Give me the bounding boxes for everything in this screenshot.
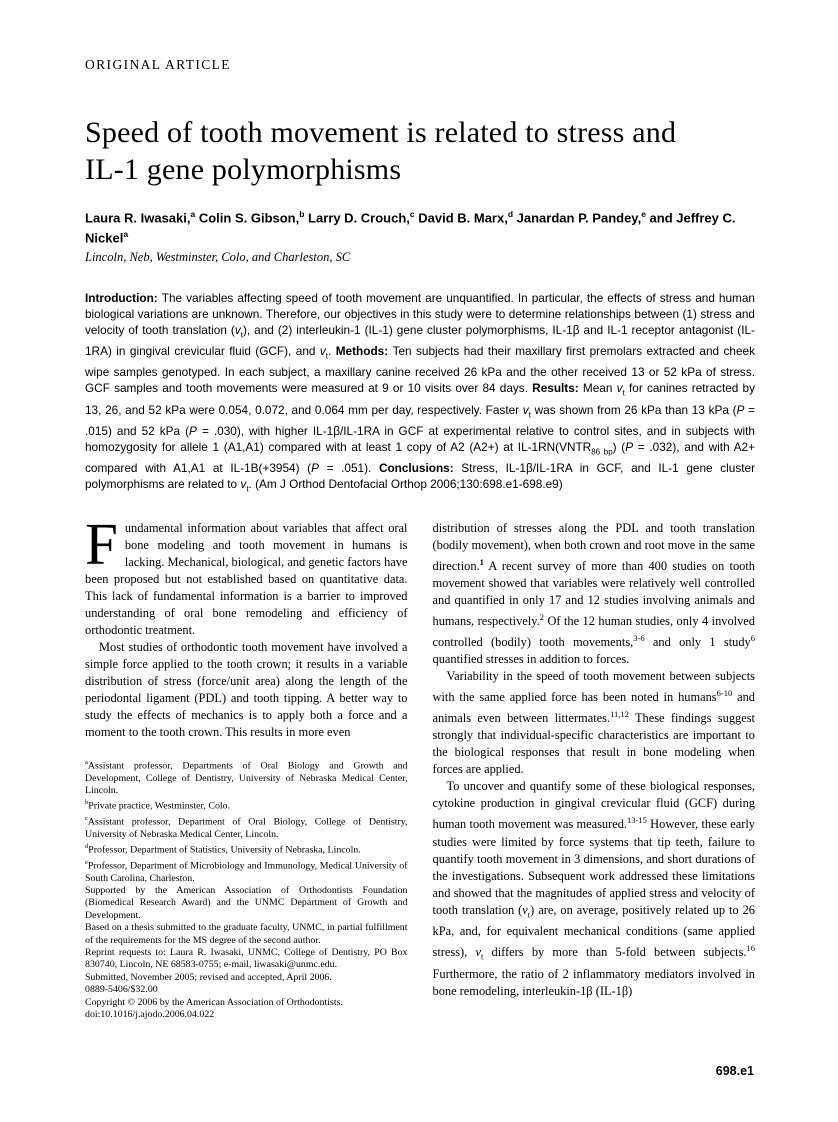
body-paragraph-2: Most studies of orthodontic tooth movement have involved a simple force applied to the tooth crown; it results in a variable distribution of stress (force/unit area) along the length of the periodontal ligament (PDL) and tooth tipping. A better way to study the effects of mechanics is to apply both a force and a moment to the tooth crown. This results in more even: [85, 639, 408, 739]
footnote-affiliation-d: $^d$Professor, Department of Statistics, University of Nebraska, Lincoln.: [85, 843, 361, 856]
footnotes-block: [85, 757, 408, 1022]
footnote-doi: doi:10.1016/j.ajodo.2006.04.022: [85, 1009, 215, 1021]
footnote-reprint-requests: Reprint requests to: Laura R. Iwasaki, UNMC, College of Dentistry, PO Box 830740, Lincoln, NE 68583-0755; e-mail, liwasaki@unmc.edu.: [85, 946, 408, 971]
authors-line: Laura R. Iwasaki,$^a$ Colin S. Gibson,$^b$ Larry D. Crouch,$^c$ David B. Marx,$^d$ Janardan P. Pandey,$^e$ and Jeffrey C. Nickel$^a$: [85, 209, 736, 246]
footnote-affiliation-c: $^c$Assistant professor, Department of Oral Biology, College of Dentistry, University of Nebraska Medical Center, Lincoln.: [85, 815, 408, 840]
footnote-submission-dates: Submitted, November 2005; revised and accepted, April 2006.: [85, 971, 332, 983]
body-paragraph-3: distribution of stresses along the PDL and tooth translation (bodily movement), when both crown and root move in the same direction.$^1$ A recent survey of more than 400 studies on tooth movement showed that variables were relatively well controlled and quantified in only 17 and 12 studies involving animals and humans, respectively.$^2$ Of the 12 human studies, only 4 involved controlled (bodily) tooth movements,$^{3-6}$ and only 1 study$^6$ quantified stresses in addition to forces.: [432, 520, 756, 667]
body-column-right: [433, 520, 756, 1022]
affiliations-line: Lincoln, Neb, Westminster, Colo, and Charleston, SC: [85, 249, 351, 264]
footnote-issn-price: 0889-5406/$32.00: [85, 984, 158, 996]
footnote-affiliation-e: $^e$Professor, Department of Microbiology and Immunology, Medical University of South Carolina, Charleston.: [85, 858, 408, 884]
footnote-support: Supported by the American Association of Orthodontists Foundation (Biomedical Research Award) and the UNMC Department of Growth and Development.: [85, 884, 408, 921]
body-column-left: [85, 510, 408, 1022]
body-paragraph-1: [85, 510, 408, 639]
two-column-body: [85, 510, 756, 1022]
footnote-thesis: Based on a thesis submitted to the graduate faculty, UNMC, in partial fulfillment of the requirements for the MS degree of the second author.: [85, 922, 408, 946]
drop-cap: F: [85, 510, 118, 577]
abstract-paragraph: Introduction: The variables affecting speed of tooth movement are unquantified. In particular, the effects of stress and human biological variations are unknown. Therefore, our objectives in this study were to determine relationships between (1) stress and velocity of tooth translation $(v_t)$, and (2) interleukin-1 (IL-1) gene cluster polymorphisms, IL-1β and IL-1 receptor antagonist (IL-1RA) in gingival crevicular fluid (GCF), and $v_t$. Methods: Ten subjects had their maxillary first premolars extracted and cheek wipe samples genotyped. In each subject, a maxillary canine received 26 kPa and the other received 13 or 52 kPa of stress. GCF samples and tooth movements were measured at 9 or 10 visits over 84 days. Results: Mean $v_t$ for canines retracted by 13, 26, and 52 kPa were 0.054, 0.072, and 0.064 mm per day, respectively. Faster $v_t$ was shown from 26 kPa than 13 kPa (P = .015) and 52 kPa (P = .030), with higher IL-1β/IL-1RA in GCF at experimental relative to control sites, and in subjects with homozygosity for allele 1 (A1,A1) compared with at least 1 copy of A2 (A2+) at $IL-1RN(VNTR_{86 bp}) (P = .032)$, and with A2+ compared with A1,A1 at IL-1B(+3954) (P = .051). Conclusions: Stress, IL-1β/IL-1RA in GCF, and IL-1 gene cluster polymorphisms are related to $v_t$. (Am J Orthod Dentofacial Orthop 2006;130:698.e1-698.e9): [85, 290, 756, 494]
body-paragraph-5: To uncover and quantify some of these biological responses, cytokine production in gingival crevicular fluid (GCF) during human tooth movement was measured.$^{13-15}$ However, these early studies were limited by force systems that tip teeth, failure to quantify tooth movement in 3 dimensions, and short durations of the investigations. Subsequent work addressed these limitations and showed that the magnitudes of applied stress and velocity of tooth translation $(v_t)$ are, on average, positively related up to 26 kPa, and, for equivalent mechanical conditions (same applied stress), $v_t$ differs by more than 5-fold between subjects.$^{16}$ Furthermore, the ratio of 2 inflammatory mediators involved in bone remodeling, interleukin-1β (IL-1β): [432, 779, 756, 998]
body-paragraph-4: Variability in the speed of tooth movement between subjects with the same applied force has been noted in humans$^{6-10}$ and animals even between littermates.$^{11,12}$ These findings suggest strongly that individual-specific characteristics are important to the biological responses that result in bone modeling when forces are applied.: [432, 669, 755, 777]
article-type-label: ORIGINAL ARTICLE: [85, 57, 231, 72]
footnote-affiliation-b: $^b$Private practice, Westminster, Colo.: [85, 799, 231, 812]
body-paragraph-1-text: undamental information about variables that affect oral bone modeling and tooth movement in humans is lacking. Mechanical, biological, and genetic factors have been proposed but not established based on quantitative data. This lack of fundamental information is a barrier to improved understanding of oral bone remodeling and efficiency of orthodontic treatment.: [85, 520, 408, 637]
footnote-affiliation-a: $^a$Assistant professor, Departments of Oral Biology and Growth and Development, College of Dentistry, University of Nebraska Medical Center, Lincoln.: [85, 758, 408, 796]
page-number: 698.e1: [715, 1064, 754, 1078]
footnote-copyright: Copyright © 2006 by the American Association of Orthodontists.: [85, 996, 343, 1008]
article-title: Speed of tooth movement is related to stress and IL-1 gene polymorphisms: [85, 116, 677, 186]
